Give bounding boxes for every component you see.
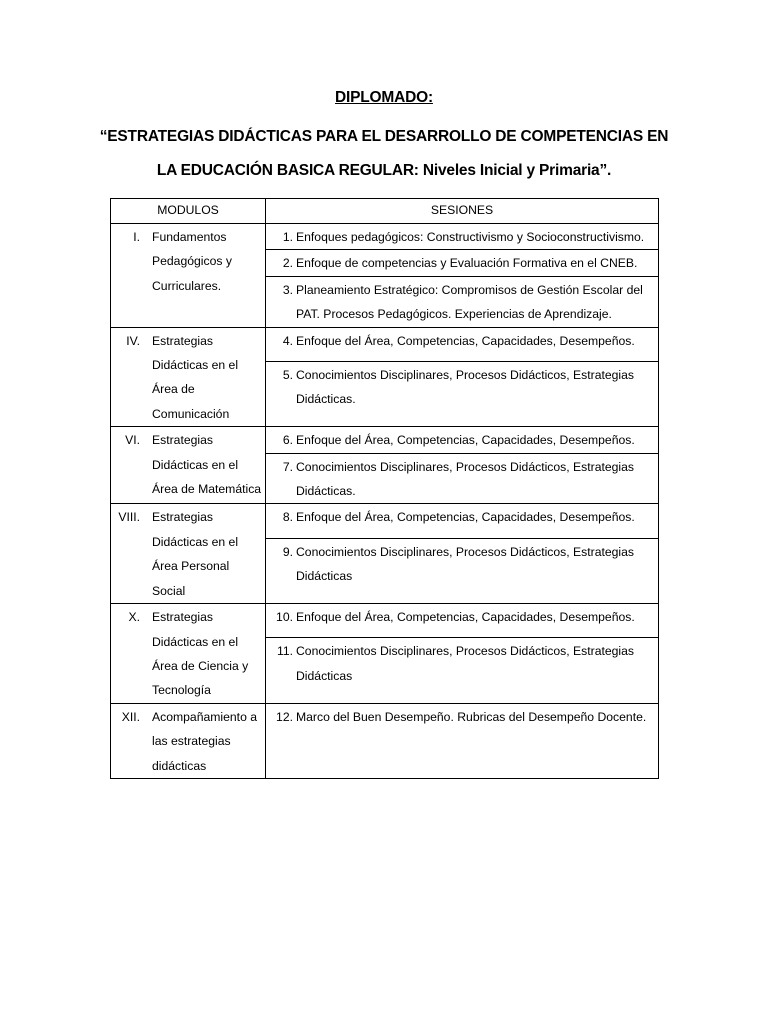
session-cell: [266, 276, 659, 327]
module-name: Estrategias Didácticas en el Área Personal Social: [152, 510, 239, 598]
session-number: 10.: [276, 610, 293, 625]
session-text: Enfoque del Área, Competencias, Capacidades, Desempeños.: [296, 610, 635, 625]
module-number: X.: [128, 610, 140, 625]
session-text: Enfoque del Área, Competencias, Capacidades, Desempeños.: [296, 510, 635, 525]
module-cell: [111, 703, 266, 778]
document-title-line-1: “ESTRATEGIAS DIDÁCTICAS PARA EL DESARROLLO DE COMPETENCIAS EN: [99, 128, 669, 145]
table-row: [111, 327, 659, 361]
module-name: Estrategias Didácticas en el Área de Matemática: [152, 433, 262, 497]
session-cell: [266, 703, 659, 778]
session-number: 11.: [276, 644, 293, 659]
session-number: 9.: [282, 544, 293, 559]
session-text: Marco del Buen Desempeño. Rubricas del Desempeño Docente.: [296, 709, 647, 724]
session-number: 4.: [282, 333, 293, 348]
session-text: Enfoque del Área, Competencias, Capacidades, Desempeños.: [296, 433, 635, 448]
session-cell: [266, 504, 659, 538]
session-number: 12.: [276, 709, 293, 724]
table-row: [111, 504, 659, 538]
module-cell: [111, 504, 266, 604]
session-number: 5.: [282, 367, 293, 382]
module-name: Estrategias Didácticas en el Área de Comunicación: [152, 333, 239, 421]
module-cell: [111, 327, 266, 427]
session-number: 7.: [282, 459, 293, 474]
table-row: [111, 427, 659, 453]
module-number: XII.: [121, 709, 140, 724]
session-cell: [266, 361, 659, 427]
table-header-row: [111, 199, 659, 224]
module-name: Fundamentos Pedagógicos y Curriculares.: [152, 230, 232, 293]
module-name: Acompañamiento a las estrategias didácticas: [152, 709, 258, 773]
document-title-line-2: LA EDUCACIÓN BASICA REGULAR: Niveles Inicial y Primaria”.: [156, 162, 612, 179]
session-number: 3.: [282, 282, 293, 297]
module-cell: [111, 224, 266, 328]
session-cell: [266, 453, 659, 504]
session-text: Conocimientos Disciplinares, Procesos Didácticos, Estrategias Didácticas: [296, 544, 635, 583]
session-cell: [266, 638, 659, 704]
session-cell: [266, 538, 659, 604]
session-text: Enfoques pedagógicos: Constructivismo y Socioconstructivismo.: [296, 230, 645, 244]
session-text: Conocimientos Disciplinares, Procesos Didácticos, Estrategias Didácticas: [296, 644, 635, 683]
table-row: [111, 604, 659, 638]
module-cell: [111, 604, 266, 704]
module-number: IV.: [126, 333, 140, 348]
session-cell: [266, 427, 659, 453]
modules-table: [110, 198, 659, 779]
module-cell: [111, 427, 266, 504]
session-text: Conocimientos Disciplinares, Procesos Didácticos, Estrategias Didácticas.: [296, 367, 635, 407]
session-number: 8.: [282, 510, 293, 525]
session-number: 1.: [282, 230, 293, 244]
session-text: Enfoque de competencias y Evaluación Formativa en el CNEB.: [296, 256, 638, 271]
column-header-modulos: MODULOS: [111, 199, 266, 224]
session-text: Enfoque del Área, Competencias, Capacidades, Desempeños.: [296, 333, 635, 348]
session-number: 2.: [282, 256, 293, 271]
session-cell: [266, 327, 659, 361]
session-cell: [266, 250, 659, 276]
module-number: I.: [133, 230, 140, 244]
session-number: 6.: [282, 433, 293, 448]
module-name: Estrategias Didácticas en el Área de Ciencia y Tecnología: [152, 610, 249, 698]
session-cell: [266, 224, 659, 250]
module-number: VI.: [125, 433, 140, 448]
column-header-sesiones: SESIONES: [266, 199, 659, 224]
table-row: [111, 703, 659, 778]
document-label: DIPLOMADO:: [335, 89, 433, 106]
table-body: [111, 224, 659, 779]
session-text: Planeamiento Estratégico: Compromisos de Gestión Escolar del PAT. Procesos Pedagógicos. Experiencias de Aprendizaje.: [296, 282, 643, 322]
session-cell: [266, 604, 659, 638]
session-text: Conocimientos Disciplinares, Procesos Didácticos, Estrategias Didácticas.: [296, 459, 635, 499]
module-number: VIII.: [118, 510, 140, 525]
table-row: [111, 224, 659, 250]
